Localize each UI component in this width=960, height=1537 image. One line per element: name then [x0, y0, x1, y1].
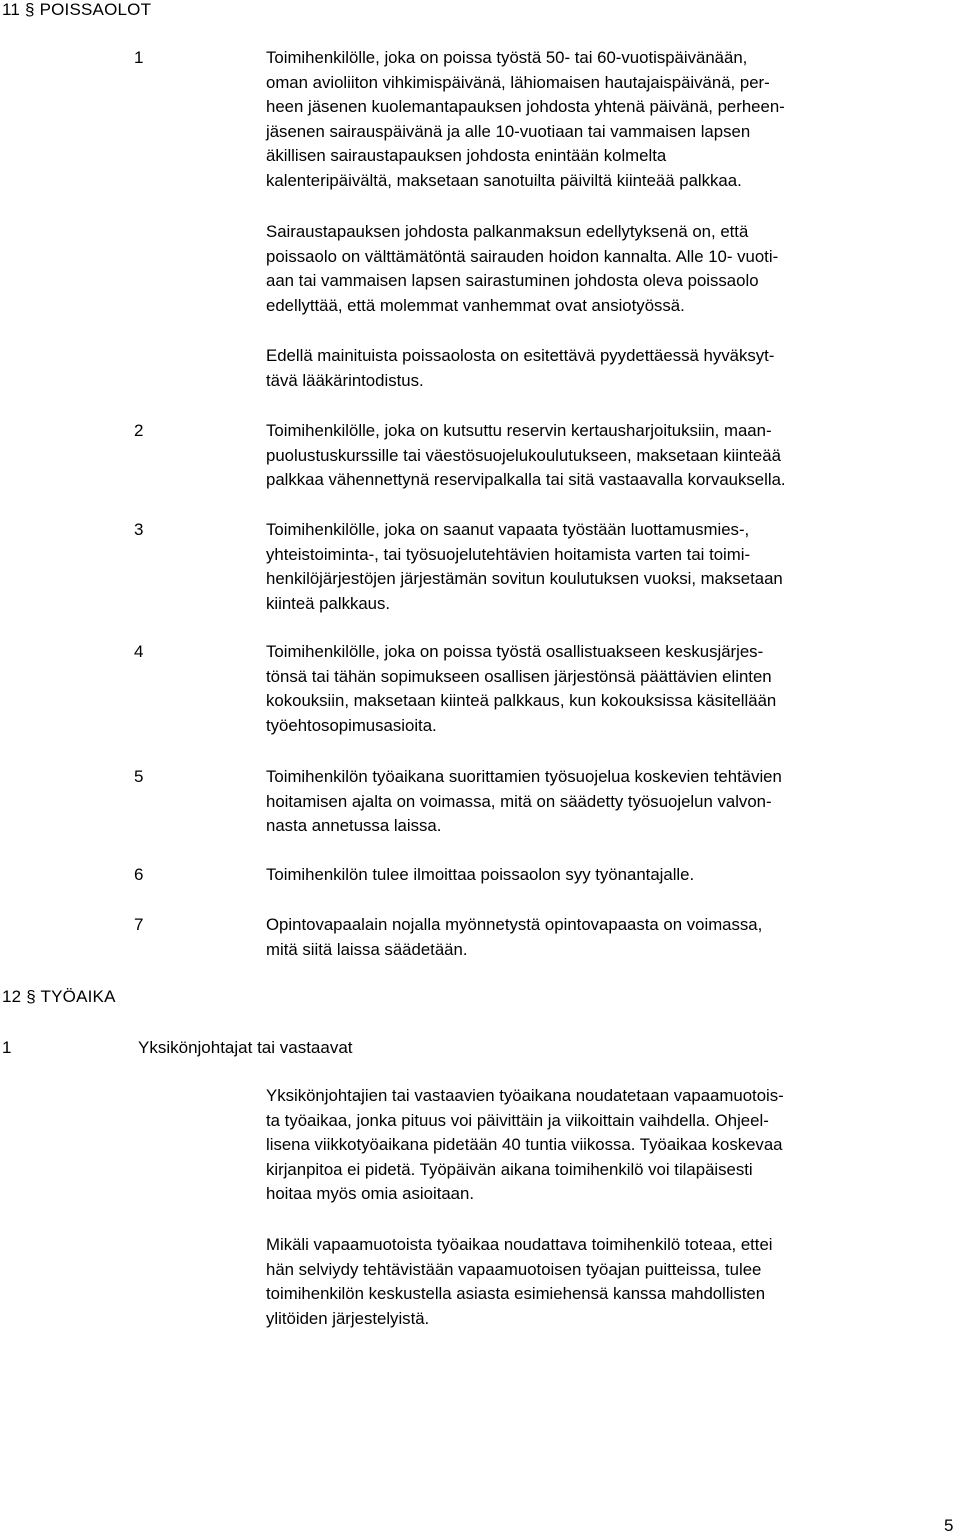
item-number: 1	[134, 48, 144, 67]
item-2-paragraph: Toimihenkilölle, joka on kutsuttu reservin kertausharjoituksiin, maan- puolustuskurssille tai väestösuojelukoulutukseen, maksetaan kiinteää palkkaa vähennettynä reservipalkalla tai sitä vastaavalla korvauksella.	[266, 421, 786, 489]
item-number: 6	[134, 865, 144, 884]
section-symbol-icon: §	[25, 0, 35, 19]
section-number: 12	[2, 987, 22, 1006]
subsection-number: 1	[2, 1038, 12, 1057]
subsection-paragraph-1: Yksikönjohtajien tai vastaavien työaikana noudatetaan vapaamuotois- ta työaikaa, jonka pituus voi päivittäin ja viikoittain vaihdella. Ohjeel- lisena viikkotyöaikana pidetään 40 tuntia viikossa. Työaikaa koskevaa kirjanpitoa ei pidetä. Työpäivän aikana toimihenkilö voi tilapäisesti hoitaa myös omia asioitaan.	[266, 1086, 784, 1203]
item-6-paragraph: Toimihenkilön tulee ilmoittaa poissaolon syy työnantajalle.	[266, 865, 695, 884]
section-title: TYÖAIKA	[40, 987, 116, 1006]
item-number: 7	[134, 915, 144, 934]
subsection-title: Yksikönjohtajat tai vastaavat	[138, 1038, 353, 1057]
section-title: POISSAOLOT	[39, 0, 152, 19]
section-12-heading	[2, 987, 116, 1007]
item-number: 4	[134, 642, 144, 661]
page-number: 5	[944, 1516, 954, 1535]
item-number: 2	[134, 421, 144, 440]
section-symbol-icon: §	[26, 987, 36, 1006]
item-1-paragraph-2: Sairaustapauksen johdosta palkanmaksun edellytyksenä on, että poissaolo on välttämätöntä sairauden hoidon kannalta. Alle 10- vuoti- aan tai vammaisen lapsen sairastuminen johdosta oleva poissaolo edellyttää, että molemmat vanhemmat ovat ansiotyössä.	[266, 222, 779, 315]
item-5-paragraph: Toimihenkilön työaikana suorittamien työsuojelua koskevien tehtävien hoitamisen ajalta on voimassa, mitä on säädetty työsuojelun valvon- nasta annetussa laissa.	[266, 767, 782, 835]
section-number: 11	[2, 0, 21, 19]
item-4-paragraph: Toimihenkilölle, joka on poissa työstä osallistuakseen keskusjärjes- tönsä tai tähän sopimukseen osallisen järjestönsä päättävien elinten kokouksiin, maksetaan kiinteä palkkaus, kun kokouksissa käsitellään työehtosopimusasioita.	[266, 642, 777, 735]
subsection-paragraph-2: Mikäli vapaamuotoista työaikaa noudattava toimihenkilö toteaa, ettei hän selviydy tehtävistään vapaamuotoisen työajan puitteissa, tulee toimihenkilön keskustella asiasta esimiehensä kanssa mahdollisten ylitöiden järjestelyistä.	[266, 1235, 773, 1328]
item-3-paragraph: Toimihenkilölle, joka on saanut vapaata työstään luottamusmies-, yhteistoiminta-, tai työsuojelutehtävien hoitamista varten tai toimi- henkilöjärjestöjen järjestämän sovitun koulutuksen vuoksi, maksetaan kiinteä palkkaus.	[266, 520, 783, 613]
item-1-paragraph-3: Edellä mainituista poissaolosta on esitettävä pyydettäessä hyväksyt- tävä lääkärintodistus.	[266, 346, 775, 390]
item-number: 5	[134, 767, 144, 786]
item-7-paragraph: Opintovapaalain nojalla myönnetystä opintovapaasta on voimassa, mitä siitä laissa säädetään.	[266, 915, 763, 959]
item-1-paragraph-1: Toimihenkilölle, joka on poissa työstä 50- tai 60-vuotispäivänään, oman avioliiton vihkimispäivänä, lähiomaisen hautajaispäivänä, per- heen jäsenen kuolemantapauksen johdosta yhtenä päivänä, perheen- jäsenen sairauspäivänä ja alle 10-vuotiaan tai vammaisen lapsen äkillisen sairaustapauksen johdosta enintään kolmelta kalenteripäivältä, maksetaan sanotuilta päiviltä kiinteää palkkaa.	[266, 48, 785, 190]
section-11-heading	[2, 0, 151, 20]
item-number: 3	[134, 520, 144, 539]
